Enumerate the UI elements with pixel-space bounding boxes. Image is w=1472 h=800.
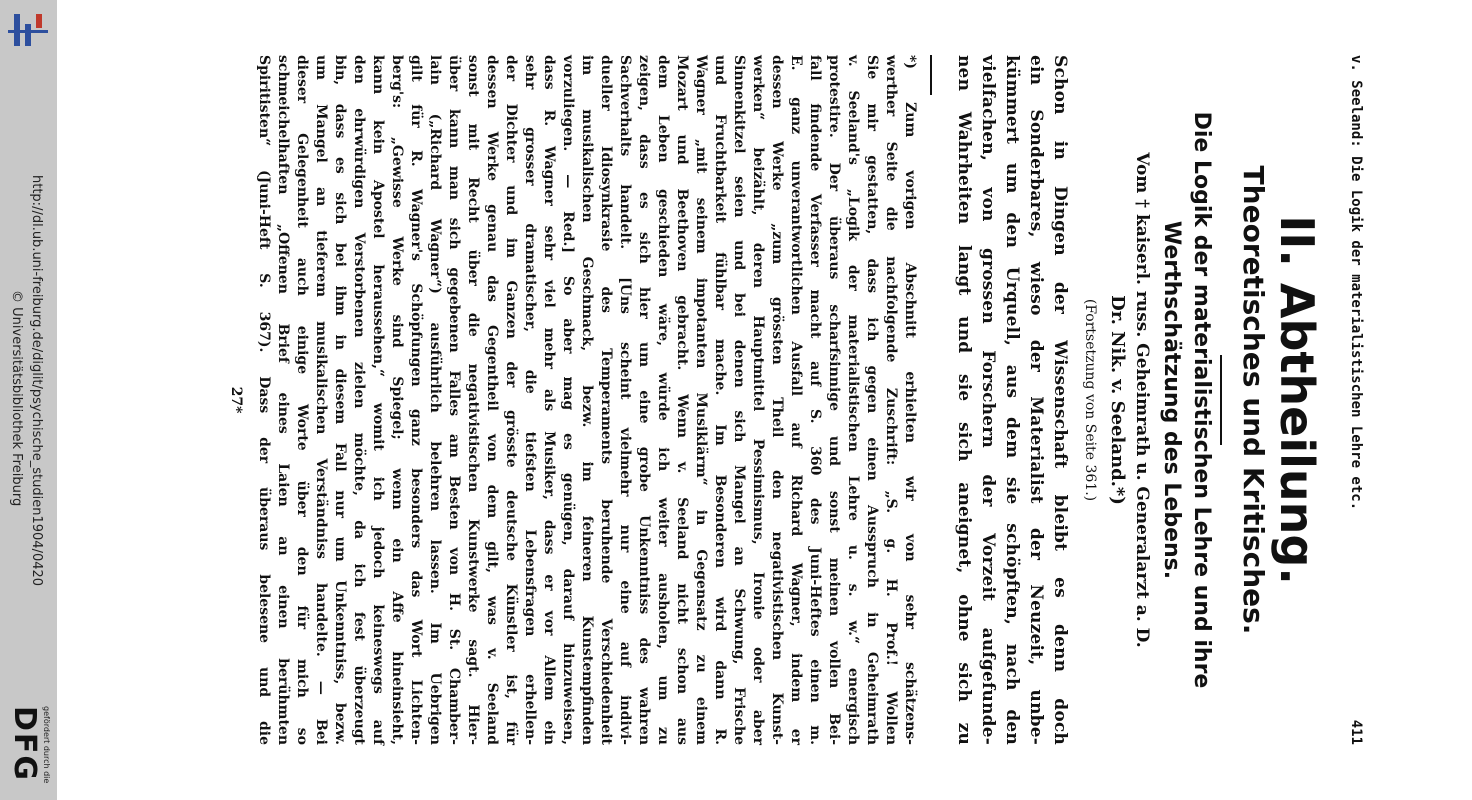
body-line: Schon in Dingen der Wissenschaft bleibt es denn doch [1050, 55, 1070, 745]
footnote-line: im musikalischen Geschmack, bezw. im feineren Kunstempfinden [579, 55, 595, 745]
section-subtitle: Theoretisches und Kritisches. [1237, 165, 1270, 635]
scanned-page [160, 55, 1370, 745]
copyright-notice: © Universitätsbibliothek Freiburg [9, 290, 24, 507]
footnote-line: dessen Werke genau das Gegentheil von dem gilt, was v. Seeland [484, 55, 500, 745]
running-head-text: v. Seeland: Die Logik der materialistischen Lehre etc. [1348, 55, 1364, 511]
footnote-line: werther Seite die nachfolgende Zuschrift: „S. g. H. Prof.! Wollen [883, 55, 899, 745]
running-head [1348, 55, 1364, 745]
footnote-line: zeigen, dass es sich hier um eine grobe Unkenntniss des wahren [636, 55, 652, 745]
footnote-line: werken“ beizählt, deren Hauptmittel Pessimismus, Ironie oder aber [750, 55, 766, 745]
body-line: kümmert um den Urquell, aus dem sie schöpften, nach den [1002, 55, 1022, 745]
body-line: nen Wahrheiten langt und sie sich aneignet, ohne sich zu [954, 55, 974, 745]
footnote-line: kann kein Apostel heraussehen,“ womit ich jedoch keineswegs auf [370, 55, 386, 745]
footnote-line: E. ganz unverantwortlichen Ausfall auf Richard Wagner, indem er [788, 55, 804, 745]
article-title-continued: Werthschätzung des Lebens. [1159, 220, 1184, 580]
footnote-line: um Mangel an tieferem musikalischen Verständniss handelte. — Bei [313, 55, 329, 745]
footnote-line: Sie mir gestatten, dass ich gegen einen Ausspruch in Geheimrath [864, 55, 880, 745]
footnote-line: gilt für R. Wagner's Schöpfungen ganz besonders das Wort Lichten- [408, 55, 424, 745]
title-divider [1220, 355, 1222, 445]
footnote-line: über kann man sich gegebenen Falles am Besten von H. St. Chamber- [446, 55, 462, 745]
dfg-logo: DFG [7, 706, 42, 783]
footnote-line: dueller Idiosynkrasie des Temperaments beruhende Verschiedenheit [598, 55, 614, 745]
footnote-line: schmeichelhaften „Offenen Brief eines Laien an einen berühmten [275, 55, 291, 745]
footnote-line: sehr grosser dramatischer, die tiefsten Lebensfragen erhellen- [522, 55, 538, 745]
footnote-line: und Fruchtbarkeit fühlbar mache. Im Besonderen wird dann R. [712, 55, 728, 745]
footnote-line: der Dichter und im Ganzen der grösste deutsche Künstler ist, für [503, 55, 519, 745]
footnote-line: den ehrwürdigen Verstorbenen zielen möchte, da ich fest überzeugt [351, 55, 367, 745]
viewer-sidebar [0, 0, 57, 800]
funding-note: gefördert durch die [42, 706, 51, 784]
continuation-note: (Fortsetzung von Seite 361.) [1082, 298, 1098, 502]
footnote-line: vorzuliegen. — Red.] So aber mag es genügen, darauf hinzuweisen, [560, 55, 576, 745]
footnote-line: Sinnenkitzel seien und bei denen sich Mangel an Schwung, Frische [731, 55, 747, 745]
footnote-line: lain („Richard Wagner“) ausführlich belehren lassen. Im Uebrigen [427, 55, 443, 745]
author-affiliation: Vom † kaiserl. russ. Geheimrath u. Generalarzt a. D. [1132, 152, 1152, 648]
printer-signature: 27* [228, 386, 244, 414]
body-line: vielfachen, von grossen Forschern der Vorzeit aufgefunde- [978, 55, 998, 745]
footnote-line: dass R. Wagner sehr viel mehr als Musiker, dass er vor Allem ein [541, 55, 557, 745]
section-title: II. Abtheilung. [1270, 215, 1324, 585]
footnote-line: bin, dass es sich bei ihm in diesem Fall nur um Unkenntniss, bezw. [332, 55, 348, 745]
footnote-line: protestire. Der überaus scharfsinnige und sonst meinen vollen Bei- [826, 55, 842, 745]
footnote-line: sonst mit Recht über die negativistischen Kunstwerke sagt. Hier- [465, 55, 481, 745]
body-line: ein Sonderbares, wieso der Materialist der Neuzeit, unbe- [1026, 55, 1046, 745]
article-title: Die Logik der materialistischen Lehre und ihre [1189, 111, 1214, 689]
document-url[interactable]: http://dl.ub.uni-freiburg.de/diglit/psychische_studien1904/0420 [29, 175, 44, 587]
footnote-line: Sachverhalts handelt. [Uns scheint vielmehr nur eine auf indivi- [617, 55, 633, 745]
footnote-line: v. Seeland's „Logik der materialistischen Lehre u. s. w.“ energisch [845, 55, 861, 745]
page-number: 411 [1348, 719, 1364, 745]
footnote-line: dieser Gelegenheit auch einige Worte über den für mich so [294, 55, 310, 745]
footnote-line: Spiritisten“ (Juni-Heft S. 367). Dass der überaus belesene und die [256, 55, 272, 745]
footnote-line: dessen Werke „zum grössten Theil den negativistischen Kunst- [769, 55, 785, 745]
footnote-line: *) Zum vorigen Abschnitt erhielten wir von sehr schätzens- [902, 55, 918, 745]
author-name: Dr. Nik. v. Seeland.*) [1107, 295, 1128, 505]
footnote-divider [930, 55, 932, 95]
footnote-line: dem Leben geschieden wäre, würde ich weiter ausholen, um zu [655, 55, 671, 745]
footnote-line: Wagner „mit seinem impotanten Musiklärm“ in Gegensatz zu einem [693, 55, 709, 745]
library-logo-icon [6, 8, 50, 52]
footnote-line: Mozart und Beethoven gebracht. Wenn v. Seeland nicht schon aus [674, 55, 690, 745]
footnote-line: fall findende Verfasser macht auf S. 360 des Juni-Heftes einen m. [807, 55, 823, 745]
footnote-line: berg's: „Gewisse Werke sind Spiegel; wenn ein Affe hineinsieht, [389, 55, 405, 745]
